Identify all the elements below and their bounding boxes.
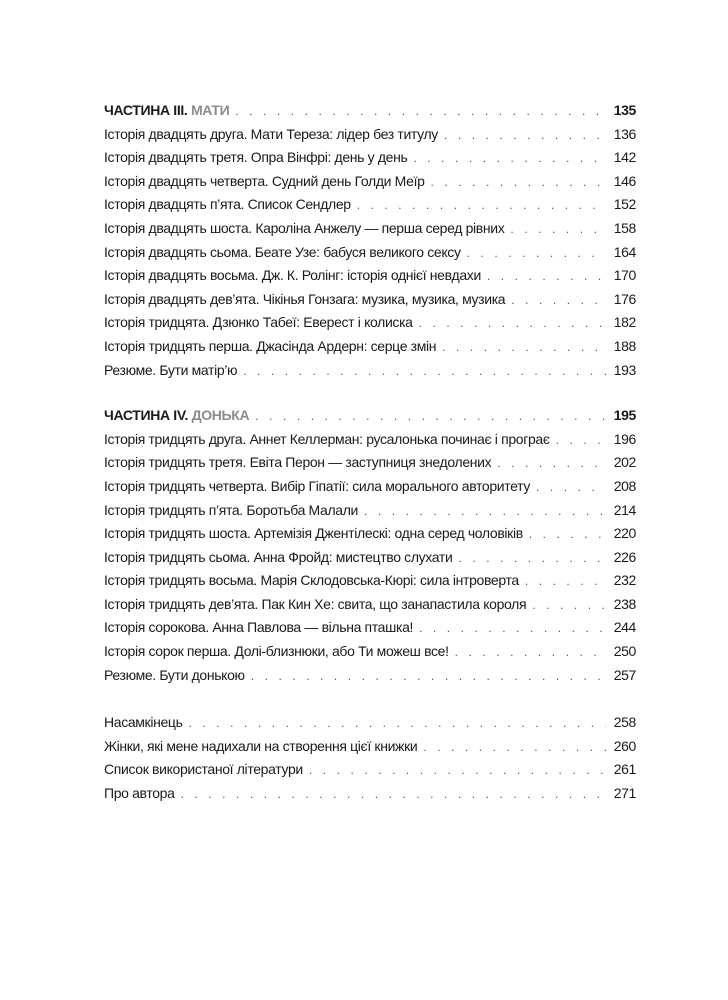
leader-dots xyxy=(458,547,606,571)
leader-dots xyxy=(357,194,606,218)
part-title xyxy=(104,99,229,123)
entry-title: Резюме. Бути матір’ю xyxy=(104,361,238,378)
page-number: 176 xyxy=(613,290,636,307)
toc-entry xyxy=(104,499,636,523)
entry-title: Історія тридцять шоста. Артемізія Джентілескі: одна серед чоловіків xyxy=(104,525,523,542)
page-number: 202 xyxy=(613,454,636,471)
toc-entry xyxy=(104,664,636,688)
part-prefix: ЧАСТИНА ІІІ. xyxy=(104,102,188,118)
entry-title: Історія двадцять третя. Опра Вінфрі: день у день xyxy=(104,149,408,166)
entry-title: Про автора xyxy=(104,785,175,802)
toc-entry xyxy=(104,640,636,664)
entry-title: Історія двадцять шоста. Кароліна Анжелу — перша серед рівних xyxy=(104,219,505,236)
toc-entry xyxy=(104,123,636,147)
leader-dots xyxy=(235,100,606,124)
page-number: 136 xyxy=(613,125,636,142)
toc-entry xyxy=(104,593,636,617)
page-number: 260 xyxy=(613,737,636,754)
section-gap xyxy=(104,687,636,711)
toc-entry xyxy=(104,241,636,265)
page-number: 164 xyxy=(613,243,636,260)
leader-dots xyxy=(419,617,606,641)
entry-title: Резюме. Бути донькою xyxy=(104,666,245,683)
page-number: 152 xyxy=(613,196,636,213)
page-number: 226 xyxy=(613,548,636,565)
entry-title: Історія двадцять дев’ята. Чікінья Гонзага: музика, музика, музика xyxy=(104,290,506,307)
entry-title: Історія тридцять перша. Джасінда Ардерн: серце змін xyxy=(104,337,437,354)
leader-dots xyxy=(511,289,606,313)
toc-entry xyxy=(104,428,636,452)
leader-dots xyxy=(525,570,606,594)
toc-entry xyxy=(104,546,636,570)
entry-title: Історія тридцять друга. Аннет Келлерман: русалонька починає і програє xyxy=(104,430,550,447)
toc-entry xyxy=(104,569,636,593)
leader-dots xyxy=(364,500,606,524)
toc-entry xyxy=(104,522,636,546)
page-number: 188 xyxy=(613,337,636,354)
part-title xyxy=(104,404,249,428)
leader-dots xyxy=(442,336,606,360)
leader-dots xyxy=(455,641,606,665)
entry-title: Історія сорокова. Анна Павлова — вільна пташка! xyxy=(104,619,414,636)
page-number: 257 xyxy=(613,666,636,683)
entry-title: Історія тридцять сьома. Анна Фройд: мистецтво слухати xyxy=(104,548,453,565)
leader-dots xyxy=(413,147,606,171)
page-number: 271 xyxy=(613,785,636,802)
page-number: 214 xyxy=(613,501,636,518)
entry-title: Історія тридцять четверта. Вибір Гіпатії: сила морального авторитету xyxy=(104,477,530,494)
entry-title: Історія тридцять восьма. Марія Склодовська-Кюрі: сила інтроверта xyxy=(104,572,519,589)
leader-dots xyxy=(444,124,606,148)
leader-dots xyxy=(423,736,606,760)
entry-title: Історія двадцять восьма. Дж. К. Ролінг: історія однієї невдахи xyxy=(104,267,481,284)
entry-title: Історія двадцять четверта. Судний день Голди Меїр xyxy=(104,172,425,189)
page-number: 208 xyxy=(613,477,636,494)
toc-entry xyxy=(104,335,636,359)
toc-entry xyxy=(104,146,636,170)
page-number: 220 xyxy=(613,525,636,542)
toc-entry xyxy=(104,193,636,217)
toc-entry xyxy=(104,475,636,499)
toc-entry xyxy=(104,170,636,194)
leader-dots xyxy=(255,405,606,429)
toc-entry xyxy=(104,288,636,312)
page-number: 193 xyxy=(613,361,636,378)
page-number: 158 xyxy=(613,219,636,236)
entry-title: Жінки, які мене надихали на створення цієї книжки xyxy=(104,737,418,754)
toc-entry xyxy=(104,782,636,806)
page-number: 146 xyxy=(613,172,636,189)
entry-title: Насамкінець xyxy=(104,714,183,731)
leader-dots xyxy=(181,783,606,807)
toc-entry xyxy=(104,711,636,735)
page-number: 142 xyxy=(613,149,636,166)
toc-entry xyxy=(104,451,636,475)
toc-entry xyxy=(104,264,636,288)
leader-dots xyxy=(510,218,606,242)
page-number: 196 xyxy=(613,430,636,447)
leader-dots xyxy=(487,265,606,289)
entry-title: Історія тридцять третя. Евіта Перон — заступниця знедолених xyxy=(104,454,492,471)
entry-title: Історія двадцять сьома. Беате Узе: бабуся великого сексу xyxy=(104,243,461,260)
entry-title: Список використаної літератури xyxy=(104,761,303,778)
leader-dots xyxy=(497,452,606,476)
leader-dots xyxy=(532,594,606,618)
toc-entry xyxy=(104,311,636,335)
page-number: 182 xyxy=(613,314,636,331)
page-number: 170 xyxy=(613,267,636,284)
page-number: 238 xyxy=(613,595,636,612)
toc-entry xyxy=(104,217,636,241)
page-number: 195 xyxy=(613,407,636,424)
leader-dots xyxy=(536,476,606,500)
page-number: 250 xyxy=(613,643,636,660)
page-number: 244 xyxy=(613,619,636,636)
part-name: ДОНЬКА xyxy=(191,407,250,424)
leader-dots xyxy=(419,312,606,336)
entry-title: Історія двадцять друга. Мати Тереза: лідер без титулу xyxy=(104,125,438,142)
entry-title: Історія двадцять п’ята. Список Сендлер xyxy=(104,196,351,213)
part-heading xyxy=(104,404,636,428)
leader-dots xyxy=(251,665,606,689)
part-heading xyxy=(104,99,636,123)
leader-dots xyxy=(556,429,606,453)
part-prefix: ЧАСТИНА IV. xyxy=(104,407,189,424)
leader-dots xyxy=(467,242,606,266)
part-name: МАТИ xyxy=(191,102,230,118)
leader-dots xyxy=(431,171,606,195)
toc-entry xyxy=(104,616,636,640)
entry-title: Історія тридцять дев’ята. Пак Кин Хе: свита, що занапастила короля xyxy=(104,595,527,612)
page-number: 135 xyxy=(613,102,636,118)
toc-entry xyxy=(104,359,636,383)
section-gap xyxy=(104,382,636,404)
page-number: 258 xyxy=(613,714,636,731)
leader-dots xyxy=(529,523,606,547)
table-of-contents xyxy=(104,99,636,806)
leader-dots xyxy=(243,360,606,384)
toc-entry xyxy=(104,735,636,759)
leader-dots xyxy=(309,759,606,783)
toc-entry xyxy=(104,758,636,782)
page-number: 261 xyxy=(613,761,636,778)
entry-title: Історія тридцята. Дзюнко Табеї: Еверест і колиска xyxy=(104,314,413,331)
page-number: 232 xyxy=(613,572,636,589)
entry-title: Історія тридцять п’ята. Боротьба Малали xyxy=(104,501,358,518)
entry-title: Історія сорок перша. Долі-близнюки, або Ти можеш все! xyxy=(104,643,449,660)
leader-dots xyxy=(189,712,606,736)
